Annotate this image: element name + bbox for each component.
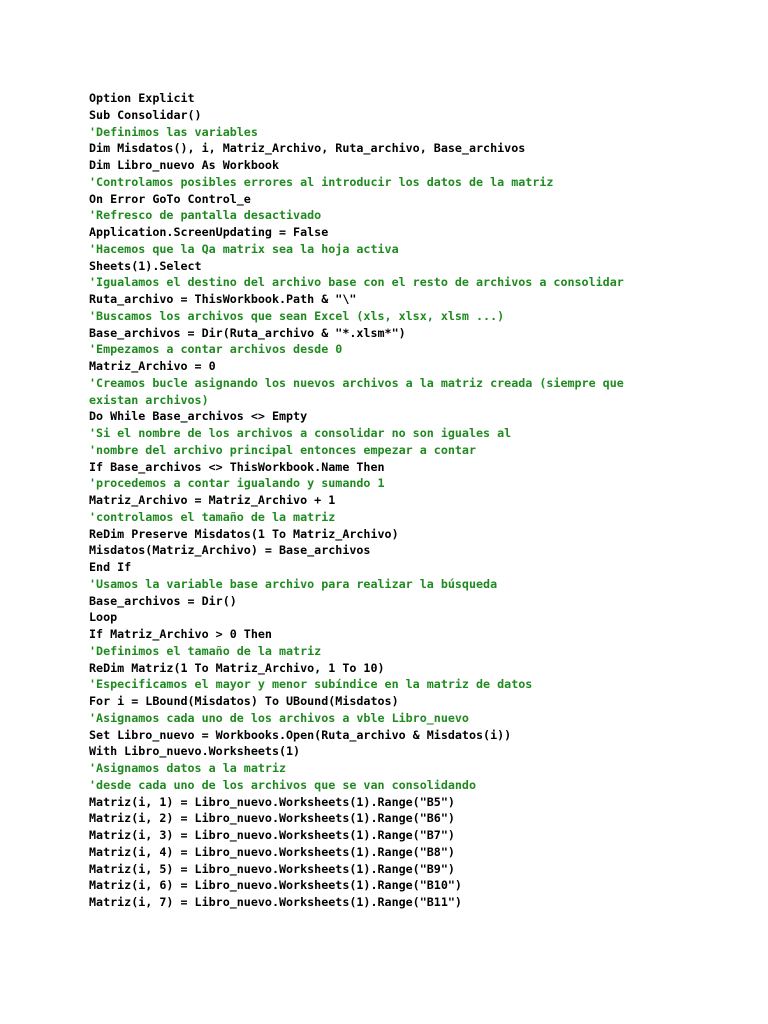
code-line: Sheets(1).Select	[89, 258, 202, 273]
code-comment-line: 'Igualamos el destino del archivo base con el resto de archivos a consolidar	[89, 275, 624, 290]
code-line: Ruta_archivo = ThisWorkbook.Path & "\"	[89, 292, 357, 306]
code-line: Matriz(i, 7) = Libro_nuevo.Worksheets(1).Range("B11")	[89, 895, 462, 909]
code-line: Loop	[89, 610, 118, 625]
code-line: If Matriz_Archivo > 0 Then	[89, 627, 272, 641]
code-line: Dim Misdatos(), i, Matriz_Archivo, Ruta_archivo, Base_archivos	[89, 141, 526, 156]
code-comment-line: 'Refresco de pantalla desactivado	[89, 208, 322, 223]
code-comment-line: 'controlamos el tamaño de la matriz	[89, 509, 336, 524]
code-line: Matriz(i, 5) = Libro_nuevo.Worksheets(1).Range("B9")	[89, 861, 455, 876]
code-comment-line: 'Definimos el tamaño de la matriz	[89, 643, 322, 658]
code-line: Misdatos(Matriz_Archivo) = Base_archivos	[89, 543, 371, 558]
code-line: On Error GoTo Control_e	[89, 191, 251, 206]
code-comment-line: 'Empezamos a contar archivos desde 0	[89, 342, 343, 357]
code-line: Sub Consolidar()	[89, 107, 202, 122]
code-line: Matriz(i, 6) = Libro_nuevo.Worksheets(1).Range("B10")	[89, 878, 462, 893]
code-line: Set Libro_nuevo = Workbooks.Open(Ruta_archivo & Misdatos(i))	[89, 727, 512, 742]
code-line: Base_archivos = Dir()	[89, 593, 237, 608]
code-line: For i = LBound(Misdatos) To UBound(Misdatos)	[89, 694, 399, 708]
code-comment-line: 'Definimos las variables	[89, 124, 258, 139]
code-comment-line: 'Si el nombre de los archivos a consolidar no son iguales al	[89, 426, 512, 440]
code-line: Do While Base_archivos <> Empty	[89, 409, 308, 424]
code-line: Application.ScreenUpdating = False	[89, 225, 329, 239]
code-comment-line: 'nombre del archivo principal entonces empezar a contar	[89, 442, 477, 457]
code-line: ReDim Preserve Misdatos(1 To Matriz_Archivo)	[89, 526, 399, 541]
code-comment-line: existan archivos)	[89, 392, 209, 407]
code-line: Matriz(i, 1) = Libro_nuevo.Worksheets(1).Range("B5")	[89, 794, 455, 809]
code-line: Dim Libro_nuevo As Workbook	[89, 158, 279, 172]
code-line: Option Explicit	[89, 91, 195, 105]
code-comment-line: 'Creamos bucle asignando los nuevos archivos a la matriz creada (siempre que	[89, 375, 624, 390]
code-comment-line: 'procedemos a contar igualando y sumando 1	[89, 476, 385, 491]
code-comment-line: 'desde cada uno de los archivos que se van consolidando	[89, 777, 477, 792]
code-comment-line: 'Hacemos que la Qa matrix sea la hoja activa	[89, 241, 399, 256]
code-comment-line: 'Usamos la variable base archivo para realizar la búsqueda	[89, 576, 498, 591]
code-line: Base_archivos = Dir(Ruta_archivo & "*.xlsm*")	[89, 325, 406, 340]
code-comment-line: 'Controlamos posibles errores al introducir los datos de la matriz	[89, 174, 554, 189]
code-line: Matriz(i, 2) = Libro_nuevo.Worksheets(1).Range("B6")	[89, 811, 455, 826]
code-line: ReDim Matriz(1 To Matriz_Archivo, 1 To 10)	[89, 660, 385, 675]
code-comment-line: 'Asignamos datos a la matriz	[89, 761, 287, 775]
code-line: Matriz_Archivo = Matriz_Archivo + 1	[89, 493, 336, 507]
code-comment-line: 'Buscamos los archivos que sean Excel (xls, xlsx, xlsm ...)	[89, 308, 505, 323]
code-line: End If	[89, 560, 132, 574]
code-comment-line: 'Especificamos el mayor y menor subíndice en la matriz de datos	[89, 677, 533, 692]
code-line: Matriz_Archivo = 0	[89, 359, 216, 373]
code-line: Matriz(i, 4) = Libro_nuevo.Worksheets(1).Range("B8")	[89, 844, 455, 859]
code-comment-line: 'Asignamos cada uno de los archivos a vble Libro_nuevo	[89, 710, 469, 725]
code-line: Matriz(i, 3) = Libro_nuevo.Worksheets(1).Range("B7")	[89, 828, 455, 842]
code-line: With Libro_nuevo.Worksheets(1)	[89, 744, 301, 759]
code-line: If Base_archivos <> ThisWorkbook.Name Then	[89, 459, 385, 474]
vba-code-block	[89, 90, 729, 911]
